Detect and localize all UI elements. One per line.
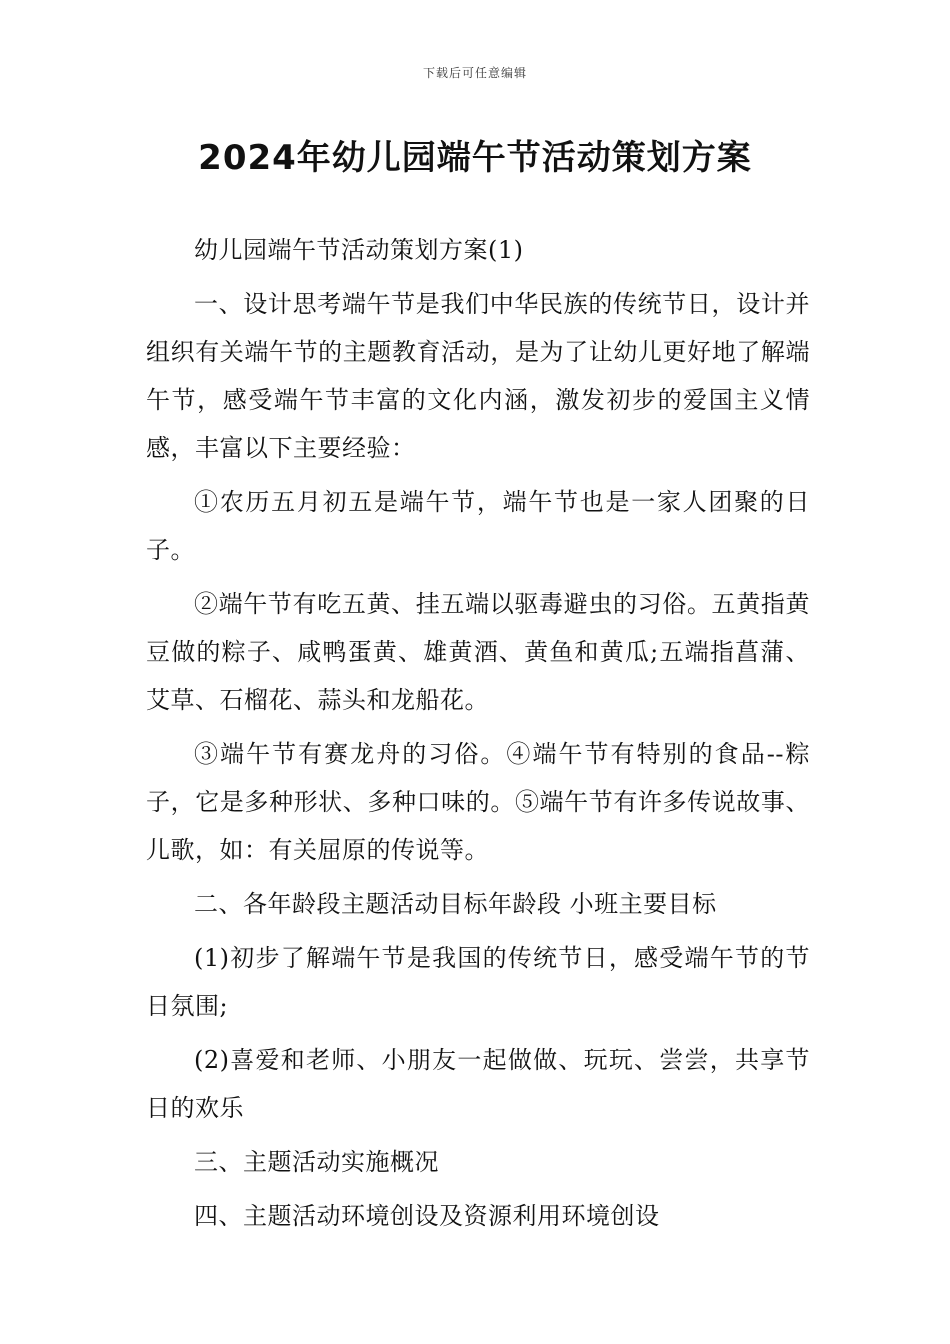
paragraph-point-1: ①农历五月初五是端午节，端午节也是一家人团聚的日子。 — [146, 488, 810, 564]
paragraph-goal-2: (2)喜爱和老师、小朋友一起做做、玩玩、尝尝，共享节日的欢乐 — [146, 1046, 810, 1122]
paragraph-section-4: 四、主题活动环境创设及资源利用环境创设 — [194, 1202, 660, 1230]
paragraph-point-2: ②端午节有吃五黄、挂五端以驱毒避虫的习俗。五黄指黄豆做的粽子、咸鸭蛋黄、雄黄酒、黄鱼和黄瓜;五端指菖蒲、艾草、石榴花、蒜头和龙船花。 — [146, 590, 810, 714]
paragraph-plan-heading: 幼儿园端午节活动策划方案(1) — [194, 236, 524, 264]
paragraph-goal-1: (1)初步了解端午节是我国的传统节日，感受端午节的节日氛围; — [146, 944, 810, 1020]
paragraph-section-3: 三、主题活动实施概况 — [194, 1148, 439, 1176]
header-note: 下载后可任意编辑 — [422, 66, 527, 80]
document-body — [146, 226, 810, 1246]
document-title: 2024年幼儿园端午节活动策划方案 — [198, 138, 752, 178]
paragraph-section-2: 二、各年龄段主题活动目标年龄段 小班主要目标 — [194, 890, 717, 918]
paragraph-design-thinking: 一、设计思考端午节是我们中华民族的传统节日，设计并组织有关端午节的主题教育活动，是为了让幼儿更好地了解端午节，感受端午节丰富的文化内涵，激发初步的爱国主义情感，丰富以下主要经验： — [146, 290, 810, 462]
paragraph-point-3-5: ③端午节有赛龙舟的习俗。④端午节有特别的食品--粽子，它是多种形状、多种口味的。⑤端午节有许多传说故事、儿歌，如：有关屈原的传说等。 — [146, 740, 810, 864]
